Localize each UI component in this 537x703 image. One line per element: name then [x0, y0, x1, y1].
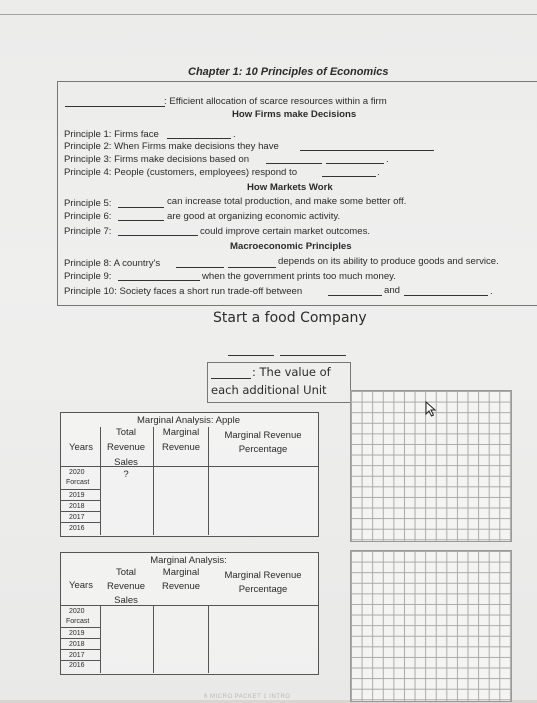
blank-line[interactable]: [118, 280, 200, 281]
blank-line[interactable]: [118, 235, 198, 236]
row-divider: [60, 500, 100, 501]
row-divider: [60, 638, 100, 639]
page-title: Chapter 1: 10 Principles of Economics: [188, 66, 389, 78]
question-mark: ?: [123, 469, 129, 480]
blank-line[interactable]: [176, 267, 224, 268]
table-caption: Marginal Analysis: Apple: [137, 415, 240, 426]
column-divider: [153, 605, 154, 673]
blank-line[interactable]: [280, 355, 346, 356]
year-label: 2017: [69, 514, 85, 521]
year-label: 2020: [69, 608, 85, 615]
graph-paper-grid-bottom: [350, 550, 512, 702]
principle-4: Principle 4: People (customers, employees) respond to: [64, 167, 298, 178]
year-label: 2016: [69, 525, 85, 532]
pct-header-2: Percentage: [238, 444, 288, 455]
principle-6-text: are good at organizing economic activity.: [167, 211, 341, 222]
row-divider: [60, 522, 100, 523]
principle-5-label: Principle 5:: [64, 198, 112, 209]
header-row-divider: [60, 466, 318, 467]
blank-line[interactable]: [228, 267, 276, 268]
years-header: Years: [69, 580, 93, 591]
blank-line[interactable]: [65, 106, 165, 107]
blank-line[interactable]: [326, 163, 384, 164]
blank-line[interactable]: [118, 220, 164, 221]
column-divider: [208, 605, 209, 673]
column-divider: [208, 427, 209, 535]
definition-text: : Efficient allocation of scarce resources within a firm: [164, 96, 387, 107]
year-label: Forcast: [66, 479, 90, 486]
total-revenue-header-2: Revenue: [106, 442, 146, 453]
years-header: Years: [69, 442, 93, 453]
principle-6-label: Principle 6:: [64, 211, 112, 222]
pct-header-1: Marginal Revenue: [224, 430, 302, 441]
punctuation: .: [233, 129, 236, 140]
blank-line[interactable]: [118, 207, 164, 208]
blank-line[interactable]: [211, 378, 251, 379]
year-label: 2019: [69, 630, 85, 637]
punctuation: .: [490, 286, 493, 297]
principle-7-label: Principle 7:: [64, 226, 112, 237]
value-box-line-1: : The value of: [252, 365, 331, 379]
section-heading-markets: How Markets Work: [247, 182, 333, 193]
blank-line[interactable]: [404, 295, 488, 296]
principle-1: Principle 1: Firms face: [64, 129, 159, 140]
page-footer: 6 MICRO PACKET 1 INTRO: [204, 694, 291, 700]
principle-8-label: Principle 8: A country's: [64, 258, 161, 269]
marginal-revenue-header-2: Revenue: [161, 442, 201, 453]
row-divider: [60, 511, 100, 512]
punctuation: .: [377, 167, 380, 178]
row-divider: [60, 627, 100, 628]
year-label: 2018: [69, 641, 85, 648]
total-revenue-header-1: Total: [115, 567, 137, 578]
blank-line[interactable]: [167, 138, 231, 139]
total-revenue-header-2: Revenue: [106, 581, 146, 592]
year-label: 2020: [69, 469, 85, 476]
principle-5-text: can increase total production, and make some better off.: [167, 196, 407, 207]
principle-9-label: Principle 9:: [64, 271, 112, 282]
year-label: 2017: [69, 652, 85, 659]
blank-line[interactable]: [266, 163, 322, 164]
marginal-revenue-header-1: Marginal: [162, 427, 200, 438]
row-divider: [60, 660, 100, 661]
pct-header-1: Marginal Revenue: [224, 570, 302, 581]
column-divider: [100, 605, 101, 673]
start-company-heading: Start a food Company: [213, 310, 367, 326]
principle-3: Principle 3: Firms make decisions based on: [64, 154, 250, 165]
total-revenue-header-3: Sales: [114, 457, 138, 468]
marginal-revenue-header-1: Marginal: [162, 567, 200, 578]
blank-line[interactable]: [228, 355, 274, 356]
principle-2: Principle 2: When Firms make decisions they have: [64, 141, 279, 152]
pct-header-2: Percentage: [238, 584, 288, 595]
section-heading-macro: Macroeconomic Principles: [230, 241, 352, 252]
principle-8-text: depends on its ability to produce goods and service.: [278, 256, 499, 267]
principle-9-text: when the government prints too much money.: [202, 271, 396, 282]
blank-line[interactable]: [322, 176, 376, 177]
column-divider: [100, 427, 101, 535]
header-row-divider: [60, 605, 318, 606]
year-label: 2018: [69, 503, 85, 510]
principle-10-and: and: [384, 285, 401, 296]
pointer-cursor-icon: [424, 401, 438, 417]
blank-line[interactable]: [328, 295, 382, 296]
table-caption: Marginal Analysis:: [150, 555, 227, 566]
principle-7-text: could improve certain market outcomes.: [200, 226, 371, 237]
total-revenue-header-3: Sales: [114, 595, 138, 606]
marginal-revenue-header-2: Revenue: [161, 581, 201, 592]
year-label: 2016: [69, 662, 85, 669]
year-label: Forcast: [66, 618, 90, 625]
principle-10-label: Principle 10: Society faces a short run trade-off between: [64, 286, 303, 297]
section-heading-firms: How Firms make Decisions: [232, 109, 357, 120]
total-revenue-header-1: Total: [115, 427, 137, 438]
blank-line[interactable]: [300, 150, 434, 151]
row-divider: [60, 489, 100, 490]
punctuation: .: [386, 154, 389, 165]
column-divider: [153, 427, 154, 535]
row-divider: [60, 649, 100, 650]
top-rule: [0, 14, 537, 15]
value-box-line-2: each additional Unit: [211, 383, 327, 397]
year-label: 2019: [69, 492, 85, 499]
